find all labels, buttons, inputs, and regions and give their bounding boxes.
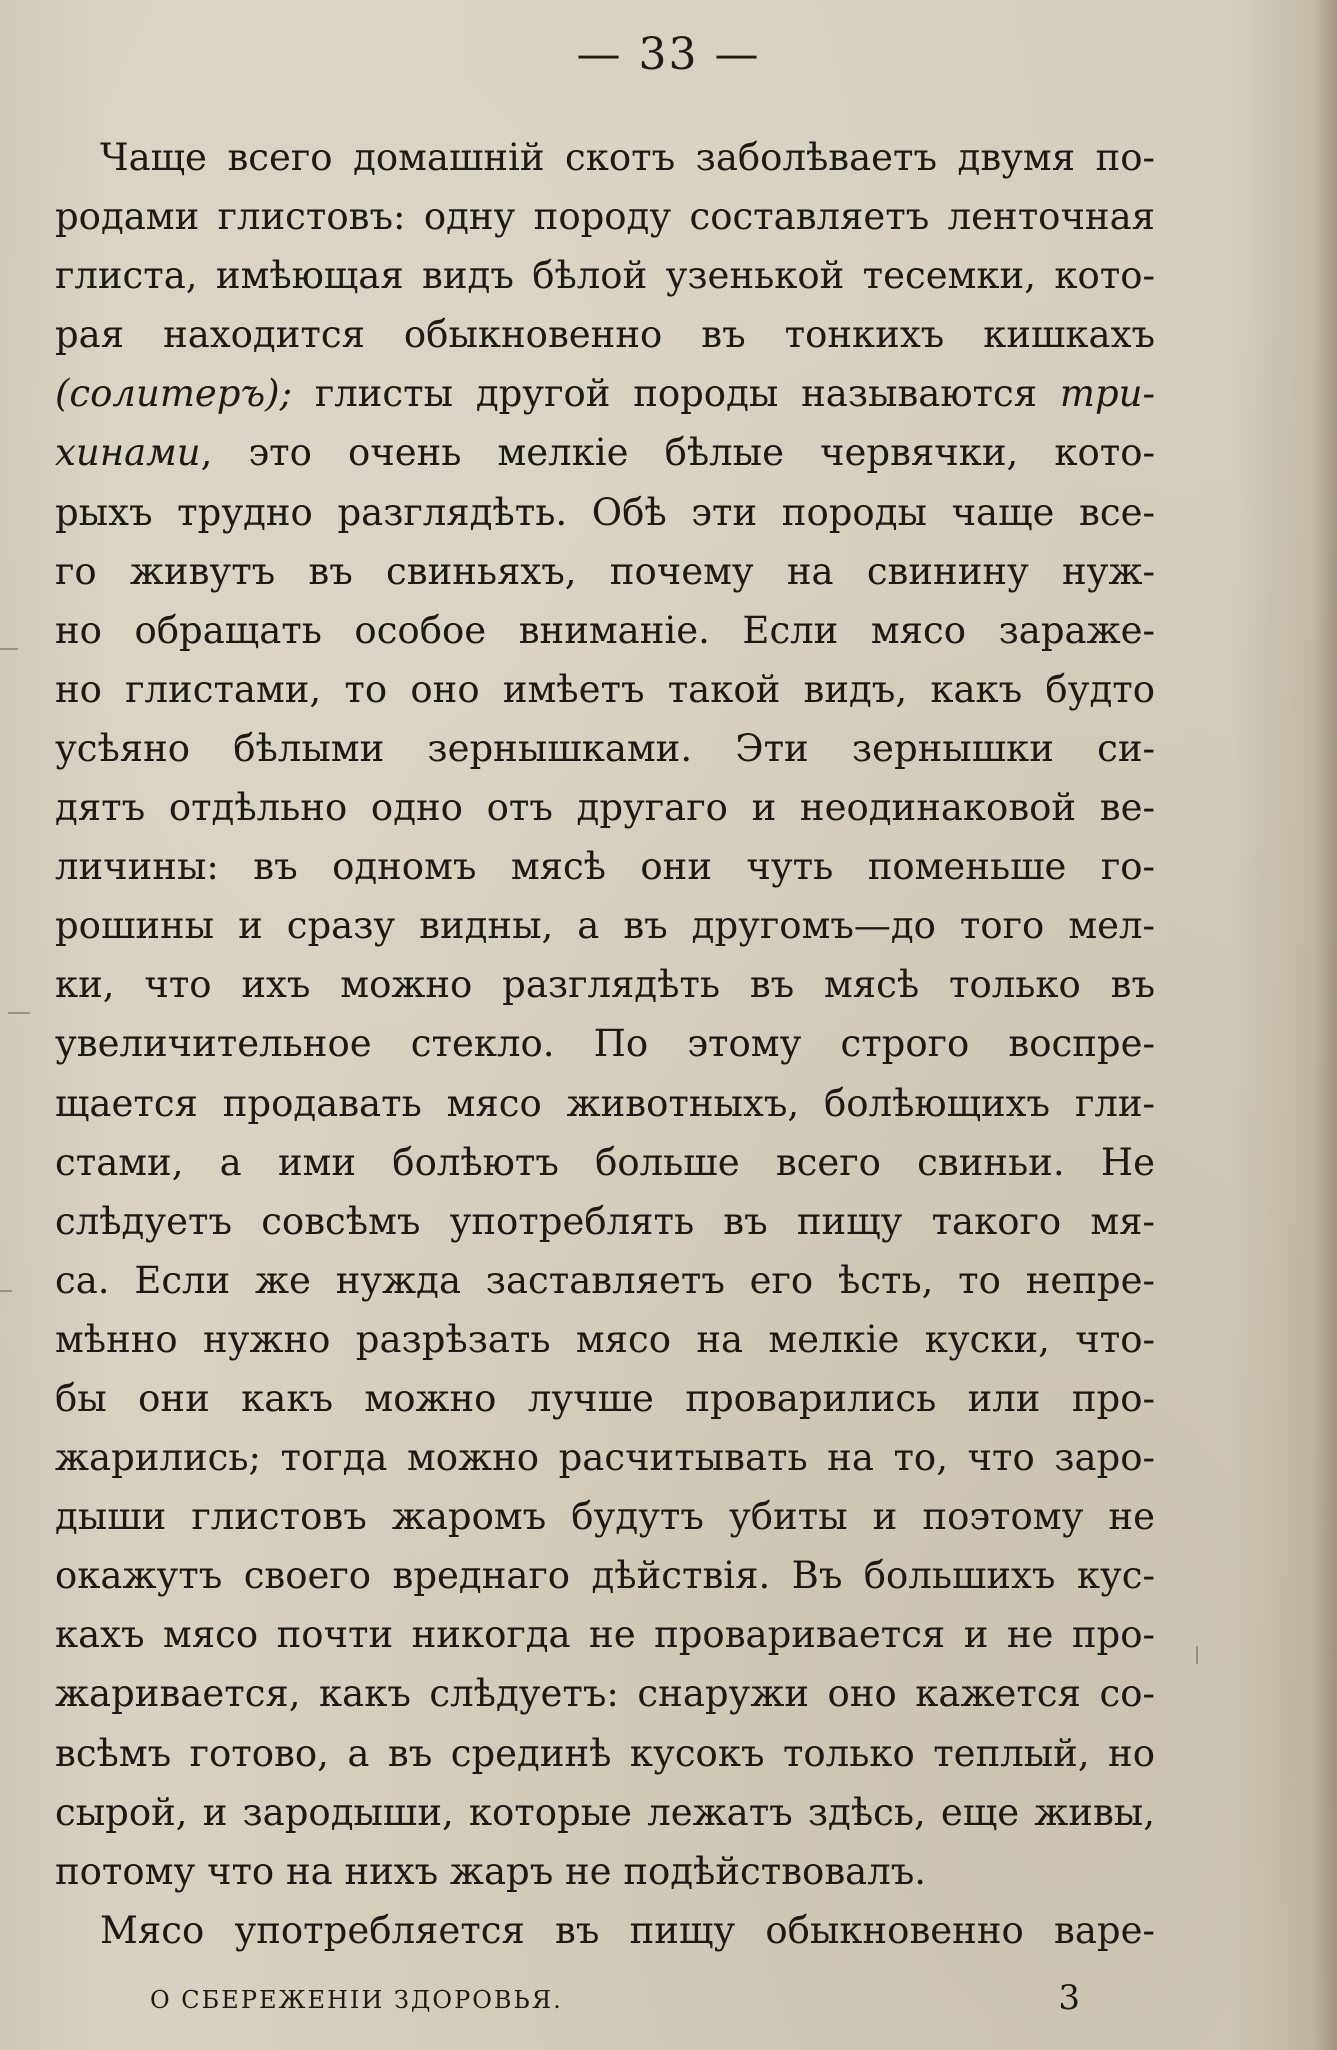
text-line: ки, что ихъ можно разглядѣть въ мясѣ только въ — [55, 963, 1155, 1007]
text-line: кахъ мясо почти никогда не проваривается и не про- — [55, 1613, 1155, 1657]
margin-mark — [0, 1290, 12, 1292]
text-line: дыши глистовъ жаромъ будутъ убиты и поэтому не — [55, 1495, 1155, 1539]
text-line: потому что на нихъ жаръ не подѣйствовалъ. — [55, 1849, 927, 1893]
page-edge-shadow — [1313, 0, 1337, 2050]
footer-book-title: О СБЕРЕЖЕНІИ ЗДОРОВЬЯ. — [150, 1986, 563, 2014]
text-line: жарились; тогда можно расчитывать на то, что заро- — [55, 1436, 1155, 1480]
text-line-with-italics — [55, 364, 1155, 423]
italic-term: три- — [1059, 372, 1155, 416]
text-line: глиста, имѣющая видъ бѣлой узенькой тесемки, кото- — [55, 254, 1155, 298]
text-line: щается продавать мясо животныхъ, болѣющихъ гли- — [55, 1081, 1155, 1125]
text-line: жаривается, какъ слѣдуетъ: снаружи оно кажется со- — [55, 1672, 1155, 1716]
text-segment: глисты другой породы называются — [292, 372, 1060, 416]
text-line: рая находится обыкновенно въ тонкихъ кишкахъ — [55, 313, 1155, 357]
text-line-with-italics — [55, 423, 1155, 482]
text-line: мѣнно нужно разрѣзать мясо на мелкіе куски, что- — [55, 1317, 1155, 1361]
footer-signature-mark: 3 — [1058, 1978, 1080, 2018]
text-line: Чаще всего домашній скотъ заболѣваетъ двумя по- — [100, 136, 1155, 179]
text-line: увеличительное стекло. По этому строго воспре- — [55, 1022, 1155, 1066]
text-segment: , это очень мелкіе бѣлые червячки, кото- — [200, 431, 1155, 475]
text-line: окажутъ своего вреднаго дѣйствія. Въ большихъ кус- — [55, 1554, 1155, 1598]
text-line: личины: въ одномъ мясѣ они чуть поменьше го- — [55, 845, 1155, 889]
text-line: са. Если же нужда заставляетъ его ѣсть, то непре- — [55, 1258, 1155, 1302]
body-text — [55, 128, 1155, 1960]
text-line: всѣмъ готово, а въ срединѣ кусокъ только теплый, но — [55, 1731, 1155, 1775]
italic-term: хинами — [55, 431, 201, 475]
text-line: усѣяно бѣлыми зернышками. Эти зернышки си- — [55, 726, 1155, 770]
text-line: Мясо употребляется въ пищу обыкновенно варе- — [100, 1908, 1155, 1952]
margin-mark — [0, 648, 18, 650]
text-line: родами глистовъ: одну породу составляетъ ленточная — [55, 195, 1155, 239]
text-line: но глистами, то оно имѣетъ такой видъ, какъ будто — [55, 667, 1155, 711]
page-footer — [150, 1978, 1080, 2028]
text-line: стами, а ими болѣютъ больше всего свиньи. Не — [55, 1140, 1155, 1184]
text-line: дятъ отдѣльно одно отъ другаго и неодинаковой ве- — [55, 786, 1155, 830]
margin-mark — [1196, 1646, 1198, 1664]
text-line: сырой, и зародыши, которые лежатъ здѣсь, еще живы, — [55, 1790, 1155, 1834]
text-line: но обращать особое вниманіе. Если мясо зараже- — [55, 608, 1155, 652]
text-line: рошины и сразу видны, а въ другомъ—до того мел- — [55, 904, 1155, 948]
text-line: го живутъ въ свиньяхъ, почему на свинину нуж- — [55, 549, 1155, 593]
italic-term: (солитеръ); — [55, 372, 293, 416]
margin-mark — [8, 1012, 30, 1014]
text-line: бы они какъ можно лучше проварились или про- — [55, 1376, 1155, 1420]
text-line: слѣдуетъ совсѣмъ употреблять въ пищу такого мя- — [55, 1199, 1155, 1243]
text-line: рыхъ трудно разглядѣть. Обѣ эти породы чаще все- — [55, 490, 1155, 534]
page-number: — 33 — — [576, 29, 761, 80]
